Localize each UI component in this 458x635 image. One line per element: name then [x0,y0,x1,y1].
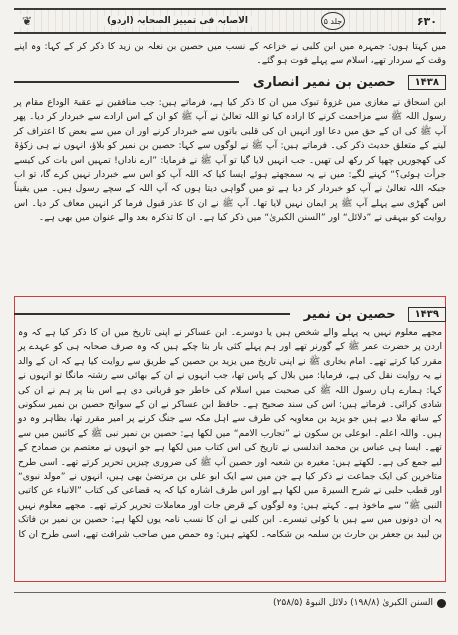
entry-heading-1438 [14,72,446,92]
entry-body-1439 [14,326,446,542]
ornament-icon: ❦ [22,14,33,28]
entry-text: ابن اسحاق نے مغازی میں غزوۂ تبوک میں ان کا ذکر کیا ہے، فرماتے ہیں: جب منافقین نے عقبۃ الوداع مقام پر رسول اللہ ﷺ سے مزاحمت کرنے کا ارادہ کیا تو اللہ تعالیٰ نے آپ ﷺ کو ان کے اس ارادے سے خبردار کر دیا۔ پھر آپ ﷺ کی ان کے حق میں دعا اور انہیں ان کی قلبی باتوں سے خبردار کرنے اور ان میں سے بعض کا اعتراف کر لینے کے متعلق حدیث ذکر کی۔ فرماتے ہیں: آپ ﷺ نے لوگوں سے کہا: حصین بن نمیر کو بلاؤ، انہوں نے ہی زکوٰۃ کی کھجوریں چھپا کر رکھ لی تھیں۔ جب انہیں لایا گیا تو آپ ﷺ نے فرمایا: ”ارے ناداں! تمہیں اس بات کی کیسے جرأت ہوئی؟“ کہنے لگے: میں نے یہ سمجھتے ہوئے ایسا کیا کہ اللہ آپ کو اس سے خبردار نہیں کرے گا، تو اب جبکہ اللہ تعالیٰ نے آپ کو خبردار کر دیا ہے تو میں گواہی دیتا ہوں کہ آپ اللہ کے سچے رسول ہیں۔ میں یقیناً اس گھڑی سے پہلے آپ ﷺ پر ایمان نہیں لایا تھا۔ آپ ﷺ نے ان کا عذر قبول فرما کر انہیں معاف کر دیا۔ اس روایت کو بیہقی نے ”دلائل“ اور ”السنن الکبریٰ“ میں ذکر کیا ہے۔ ان کا تذکرہ بعد والے عنوان میں بھی ہے۔ [14,97,446,224]
heading-rule [14,81,239,83]
footnote-rule [14,592,446,593]
entry-body-1438 [14,96,446,226]
footnote [273,598,446,608]
running-title: الاصابہ فی تمییز الصحابہ (اردو) [103,16,252,26]
footnote-text: السنن الکبریٰ (۱۹۸/۸) دلائل النبوۃ (۲۵۸/۵) [273,598,433,608]
intro-paragraph [14,40,446,69]
entry-title: حصین بن نمیر [303,306,396,322]
page-header [14,8,446,34]
entry-title: حصین بن نمیر انصاری [252,74,396,90]
heading-rule [14,313,290,315]
entry-heading-1439 [14,304,446,324]
page-number: ۶۳۰ [414,15,440,28]
entry-number: ۱۴۳۸ [408,75,446,90]
footnote-marker-icon [437,599,446,608]
intro-text: میں کہتا ہوں: جمہرہ میں ابن کلبی نے خزاعہ کے نسب میں حصین بن نعلہ بن زید کا ذکر کر کے کہا: وہ اپنے وقت کے سردار تھے، اسلام سے پہلے فوت ہو گئے۔ [14,41,446,67]
entry-number: ۱۴۳۹ [408,307,446,322]
document-page [14,8,446,628]
entry-text: مجھے معلوم نہیں یہ پہلے والے شخص ہیں یا دوسرے۔ ابن عساکر نے اپنی تاریخ میں ان کا ذکر کیا ہے کہ وہ اردن پر حضرت عمر ﷺ کے گورنر تھے اور ہم پہلے کئی بار بتا چکے ہیں کہ وہ صرف صحابہ ہی کو عہدے پر مقرر کیا کرتے تھے۔ امام بخاری ﷺ نے اپنی تاریخ میں یزید بن حصین کے طریق سے روایت کیا ہے کہ ان کے والد نے یہ روایت نقل کی ہے، فرمایا: میں بلال کے پاس تھا، جب انہوں نے ان کے بھائی سے رشتہ مانگا تو انہوں نے کہا: ہمارے ہاں رسول اللہ ﷺ کی صحبت میں اسلام کی خاطر جو قربانی دی ہے اس بنا پر ہم نے ان کی شادی کرائی۔ فرماتے ہیں: اس کی سند صحیح ہے۔ حافظ ابن عساکر نے ان کے سوانح حصین بن نمیر سکونی کے ساتھ ملا دیے ہیں جو یزید بن معاویہ کی طرف سے اہل مکہ سے جنگ کرنے پر امیر مقرر تھا، بظاہر وہ دو ہیں۔ واللہ اعلم۔ ابوعلی بن سکون نے ”تجارب الامم“ میں لکھا ہے: حصین بن نمیر نبی ﷺ کے کاتبین میں سے تھے۔ ایسا ہی عباس بن محمد اندلسی نے تاریخ کی اس کتاب میں لکھا ہے جو انہوں نے معتصم بن صمادح کے لیے جمع کی ہے۔ لکھتے ہیں: مغیرہ بن شعبہ اور حصین آپ ﷺ کی ضروری چیزیں تحریر کرتے تھے۔ اسی طرح متاخرین کی ایک جماعت نے ذکر کیا ہے جن میں سے ایک ابو علی بن مرتضیٰ بھی ہیں، انہوں نے ”مولد نبوی“ اور قطب حلبی نے شرح السیرۃ میں لکھا ہے اور اس طرف اشارہ کیا کہ یہ قضاعی کی کتاب ”الانباء عن کاتبی النبی ﷺ“ سے ماخوذ ہے۔ کہتے ہیں: وہ لوگوں کے قرض جات اور معاملات تحریر کرتے تھے۔ مجھے معلوم نہیں یہ ان دونوں میں سے ہیں یا کوئی تیسرے۔ ابن کلبی نے ان کا نسب نامہ یوں لکھا ہے: حصین بن نمیر بن فاتک بن لبید بن جعفر بن حارث بن سلمہ بن شکامہ۔ لکھتے ہیں: وہ حمص میں صاحب شرافت تھے، اسی طرح ان کا [18,327,442,540]
volume-badge: جلد ۵ [321,12,345,30]
